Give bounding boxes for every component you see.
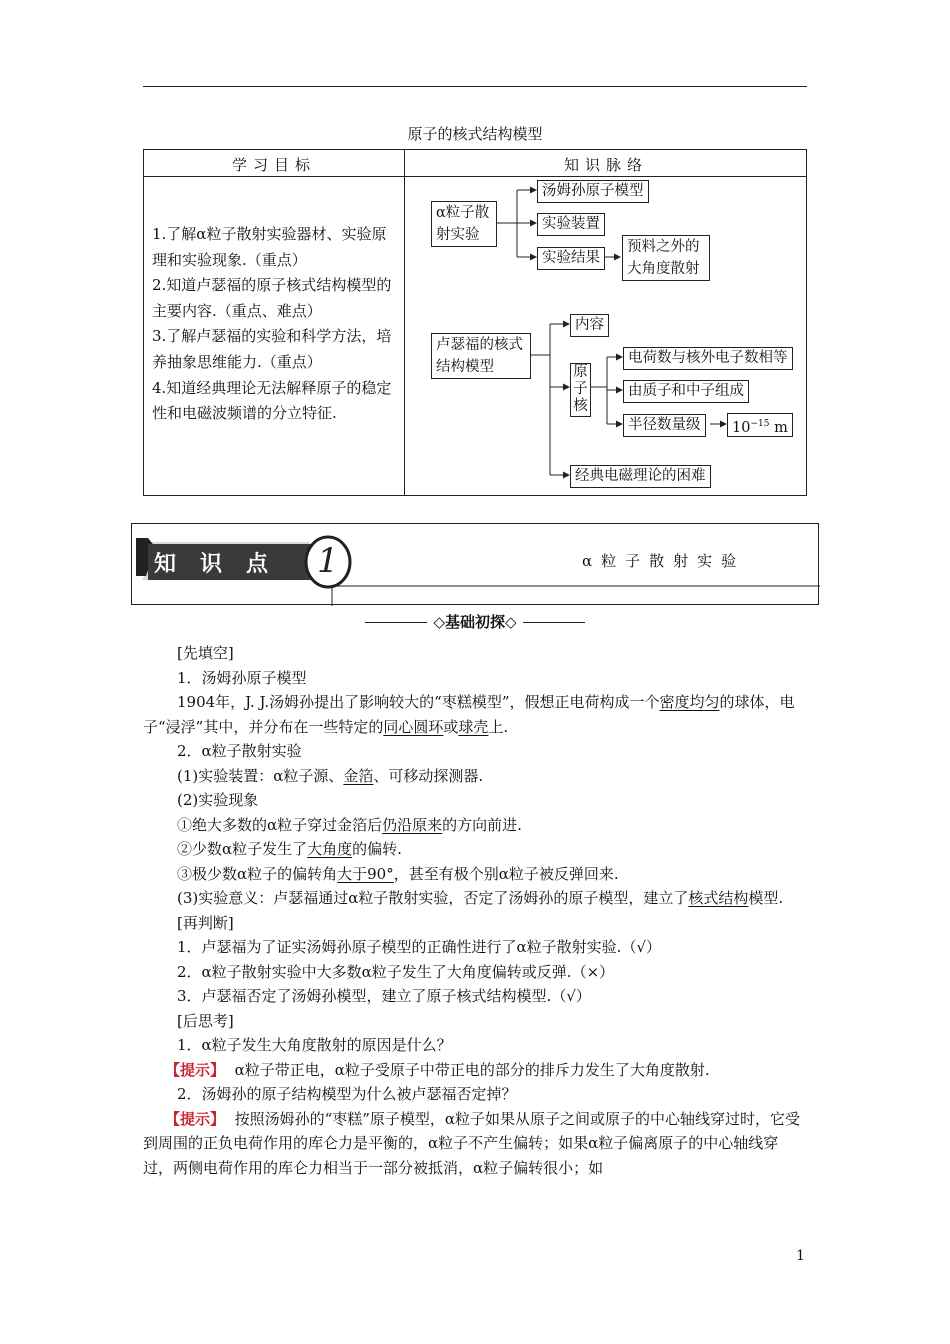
- line-phenomena: (2)实验现象: [177, 791, 259, 809]
- mindmap-node-classical-difficulty: 经典电磁理论的困难: [570, 465, 711, 488]
- learning-goals-header: 学习目标: [231, 156, 316, 174]
- paragraph-thomson: 1904年，J. J.汤姆孙提出了影响较大的“枣糕模型”，假想正电荷构成一个密度均匀的球体，电子“浸浮”其中，并分布在一些特定的同心圆环或球壳上.: [143, 693, 795, 736]
- mindmap-node-nucleus: 原子核: [570, 363, 591, 417]
- goal-item: 1.了解α粒子散射实验器材、实验原理和实验现象.（重点）: [152, 225, 387, 269]
- judge-item: 1．卢瑟福为了证实汤姆孙原子模型的正确性进行了α粒子散射实验.（√）: [177, 938, 662, 956]
- mindmap-node-radius-value: $10^{-15}$ m: [727, 413, 793, 437]
- goal-item: 4.知道经典理论无法解释原子的稳定性和电磁波频谱的分立特征.: [152, 378, 392, 423]
- question-1: 1．α粒子发生大角度散射的原因是什么？: [177, 1036, 452, 1054]
- answer-1: 【提示】 α粒子带正电，α粒子受原子中带正电的部分的排斥力发生了大角度散射.: [165, 1060, 710, 1079]
- mindmap-node-content: 内容: [570, 314, 609, 337]
- section-label-think: [后思考]: [177, 1011, 234, 1030]
- judge-item: 2．α粒子散射实验中大多数α粒子发生了大角度偏转或反弹.（×）: [177, 962, 615, 981]
- mindmap-node-apparatus: 实验装置: [537, 213, 605, 236]
- learning-goals-list: [152, 222, 398, 427]
- knowledge-point-label: 知识点: [154, 552, 293, 577]
- mindmap-node-proton-neutron: 由质子和中子组成: [623, 380, 749, 403]
- goal-item: 3.了解卢瑟福的实验和科学方法，培养抽象思维能力.（重点）: [152, 327, 392, 371]
- mindmap-node-thomson-model: 汤姆孙原子模型: [537, 180, 649, 203]
- knowledge-mindmap: [405, 177, 807, 496]
- hint-label: 【提示】: [165, 1109, 226, 1128]
- knowledge-point-banner: [131, 523, 819, 605]
- knowledge-map-header: 知识脉络: [563, 156, 648, 174]
- goal-item: 2.知道卢瑟福的原子核式结构模型的主要内容.（重点、难点）: [152, 276, 392, 320]
- knowledge-point-title: α粒子散射实验: [582, 552, 746, 570]
- line-phenomenon-1: ①绝大多数的α粒子穿过金箔后仍沿原来的方向前进.: [177, 815, 522, 834]
- question-2: 2．汤姆孙的原子结构模型为什么被卢瑟福否定掉？: [177, 1085, 517, 1103]
- mindmap-node-alpha-scattering: α粒子散射实验: [431, 201, 497, 247]
- heading-alpha-experiment: 2．α粒子散射实验: [177, 742, 302, 760]
- heading-thomson: 1．汤姆孙原子模型: [177, 668, 307, 687]
- section-label-fill: [先填空]: [177, 644, 234, 662]
- page-number: 1: [796, 1248, 805, 1264]
- line-phenomenon-2: ②少数α粒子发生了大角度的偏转.: [177, 840, 402, 858]
- line-phenomenon-3: ③极少数α粒子的偏转角大于90°，甚至有极个别α粒子被反弹回来.: [177, 864, 619, 883]
- answer-2: 【提示】 按照汤姆孙的“枣糕”原子模型，α粒子如果从原子之间或原子的中心轴线穿过时，它受到周围的正负电荷作用的库仑力是平衡的，α粒子不产生偏转；如果α粒子偏离原子的中心轴线穿过，两侧电荷作用的库仑力相当于一部分被抵消，α粒子偏转很小；如: [143, 1109, 801, 1177]
- header-rule: [143, 86, 807, 87]
- mindmap-node-large-angle: 预料之外的大角度散射: [622, 235, 710, 281]
- section-subheading: ◇基础初探◇: [0, 611, 950, 632]
- body-content: [143, 641, 807, 1180]
- mindmap-node-charge-equal: 电荷数与核外电子数相等: [623, 347, 793, 370]
- mindmap-node-results: 实验结果: [537, 247, 605, 270]
- knowledge-point-number: 1: [317, 541, 339, 581]
- overview-table: [143, 149, 807, 496]
- mindmap-node-rutherford-model: 卢瑟福的核式结构模型: [431, 333, 531, 379]
- hint-label: 【提示】: [165, 1060, 226, 1079]
- document-title: 原子的核式结构模型: [407, 125, 543, 143]
- line-apparatus: (1)实验装置：α粒子源、金箔、可移动探测器.: [177, 766, 484, 785]
- mindmap-node-radius: 半径数量级: [623, 414, 706, 437]
- section-label-judge: [再判断]: [177, 913, 234, 932]
- line-significance: (3)实验意义：卢瑟福通过α粒子散射实验，否定了汤姆孙的原子模型，建立了核式结构模型.: [177, 889, 784, 907]
- judge-item: 3．卢瑟福否定了汤姆孙模型，建立了原子核式结构模型.（√）: [177, 987, 591, 1005]
